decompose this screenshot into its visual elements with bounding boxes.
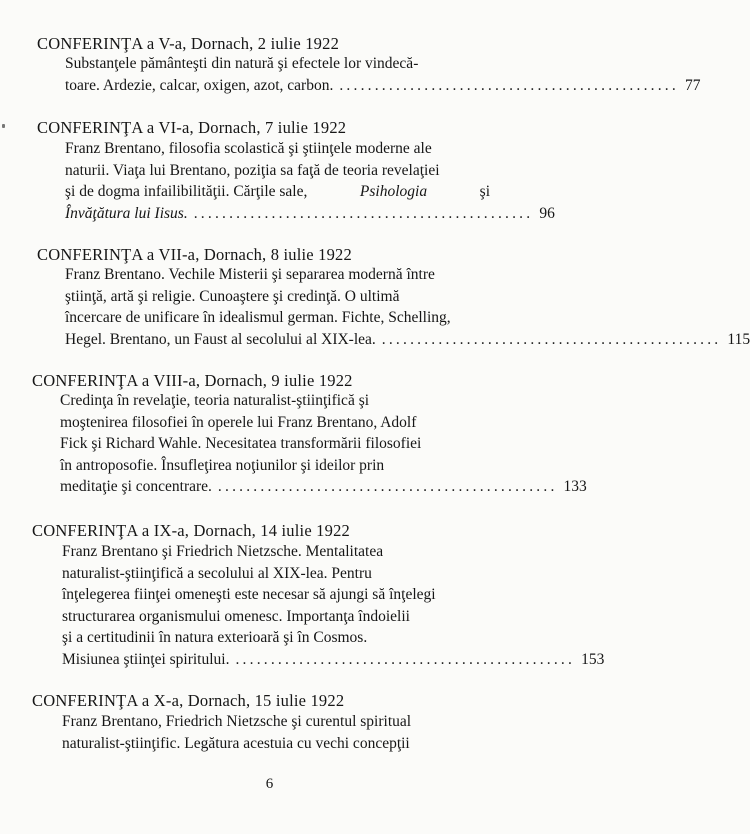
connector-word: şi: [479, 183, 490, 200]
entry-heading: CONFERINŢA a V-a, Dornach, 2 iulie 1922: [37, 34, 340, 53]
page-number: 6: [265, 776, 274, 792]
entry-description: [65, 53, 701, 96]
entry-line: [65, 181, 490, 203]
entry-line: naturalist-ştiinţifică a secolului al XIX-lea. Pentru: [62, 564, 372, 582]
entry-heading: CONFERINŢA a X-a, Dornach, 15 iulie 1922: [32, 691, 345, 710]
entry-last-line: [65, 329, 750, 351]
entry-line: Franz Brentano şi Friedrich Nietzsche. Mentalitatea: [62, 543, 384, 560]
entry-line: încercare de unificare în idealismul german. Fichte, Schelling,: [65, 309, 451, 326]
entry-heading: CONFERINŢA a VII-a, Dornach, 8 iulie 1922: [37, 245, 352, 264]
entry-description: [65, 264, 750, 350]
page-ref: 133: [563, 478, 587, 495]
entry-line: şi a certitudinii în natura exterioară şi în Cosmos.: [62, 629, 368, 646]
entry-line: Substanţele pământeşti din natură şi efectele lor vindecă-: [65, 55, 419, 72]
book-title: Învăţătura lui Iisus.: [65, 204, 188, 222]
entry-line: Fick şi Richard Wahle. Necesitatea transformării filosofiei: [60, 435, 422, 452]
entry-line: Franz Brentano. Vechile Misterii şi separarea modernă între: [65, 266, 435, 283]
entry-description: [60, 390, 587, 498]
entry-line: Misiunea ştiinţei spiritului.: [62, 650, 230, 668]
entry-line: naturii. Viaţa lui Brentano, poziţia sa faţă de teoria revelaţiei: [65, 161, 440, 179]
entry-line: meditaţie şi concentrare.: [60, 478, 212, 495]
page-ref: 77: [684, 76, 701, 94]
entry-last-line: [60, 476, 587, 498]
entry-line: în antroposofie. Însufleţirea noţiunilor şi ideilor prin: [60, 456, 385, 474]
entry-heading: CONFERINŢA a IX-a, Dornach, 14 iulie 1922: [32, 521, 350, 540]
entry-description: [65, 138, 555, 224]
entry-description: [62, 711, 486, 754]
entry-line: moştenirea filosofiei în operele lui Franz Brentano, Adolf: [60, 413, 417, 431]
entry-line: toare. Ardezie, calcar, oxigen, azot, carbon.: [65, 76, 334, 94]
page-ref: 153: [581, 650, 605, 668]
entry-last-line: [65, 203, 555, 225]
entry-last-line: [65, 75, 701, 97]
page-ref: 115: [727, 330, 750, 348]
scan-speck: [2, 124, 5, 128]
entry-line: Credinţa în revelaţie, teoria naturalist-ştiinţifică şi: [60, 392, 370, 409]
dot-leader: ................................................: [381, 330, 722, 348]
entry-line: Franz Brentano, Friedrich Nietzsche şi curentul spiritual: [62, 713, 412, 730]
dot-leader: ................................................: [193, 204, 534, 222]
entry-line: înţelegerea fiinţei omeneşti este necesar să ajungi să înţelegi: [62, 586, 436, 603]
entry-heading: CONFERINŢA a VIII-a, Dornach, 9 iulie 1922: [32, 371, 353, 390]
entry-last-line: [62, 649, 605, 671]
entry-line: naturalist-ştiinţific. Legătura acestuia cu vechi concepţii: [62, 734, 410, 752]
entry-line: Franz Brentano, filosofia scolastică şi ştiinţele moderne ale: [65, 140, 432, 157]
entry-heading: CONFERINŢA a VI-a, Dornach, 7 iulie 1922: [37, 118, 347, 137]
entry-line: Hegel. Brentano, un Faust al secolului al XIX-lea.: [65, 330, 376, 348]
book-title: Psihologia: [359, 183, 428, 200]
dot-leader: ................................................: [217, 478, 558, 495]
entry-description: [62, 541, 605, 670]
entry-line: structurarea organismului omenesc. Importanţa îndoielii: [62, 607, 410, 625]
dot-leader: ................................................: [339, 76, 679, 94]
entry-line-text: şi de dogma infailibilităţii. Cărţile sale,: [65, 183, 308, 200]
entry-line: ştiinţă, artă şi religie. Cunoaştere şi credinţă. O ultimă: [65, 287, 400, 305]
dot-leader: ................................................: [235, 650, 576, 668]
page-ref: 96: [539, 204, 555, 222]
